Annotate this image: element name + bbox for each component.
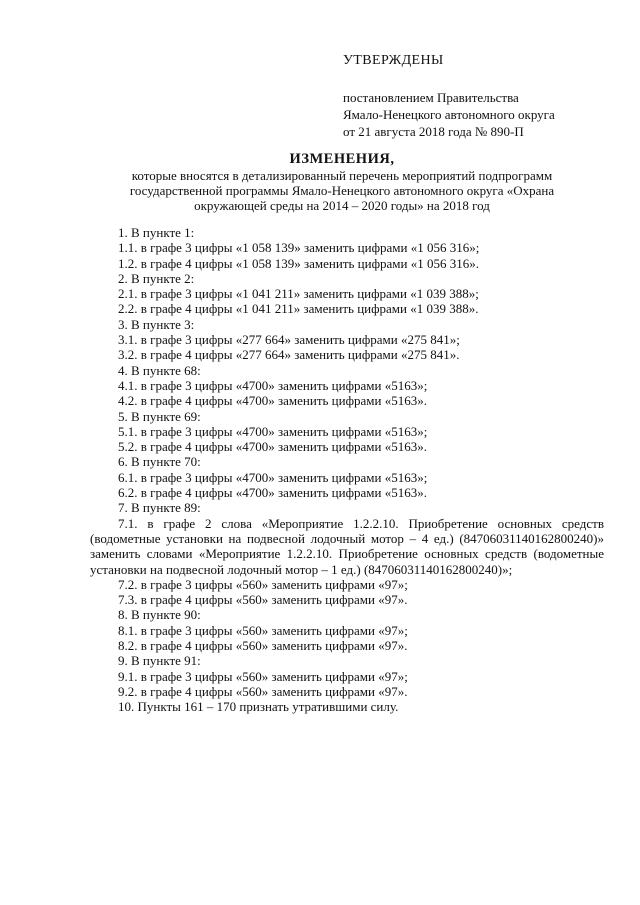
approval-block (343, 52, 633, 140)
amendment-heading: 2. В пункте 2: (118, 270, 195, 286)
amendment-heading: 10. Пункты 161 – 170 признать утратившими силу. (118, 699, 399, 715)
amendment-heading: 3. В пункте 3: (118, 316, 195, 332)
approval-line-region: Ямало-Ненецкого автономного округа (343, 107, 555, 122)
amendment-subitem: 9.2. в графе 4 цифры «560» заменить цифрами «97». (118, 683, 408, 699)
amendment-subitem: 8.2. в графе 4 цифры «560» заменить цифрами «97». (118, 638, 408, 654)
amendment-subitem: 5.1. в графе 3 цифры «4700» заменить цифрами «5163»; (118, 423, 428, 439)
amendment-subitem: 3.1. в графе 3 цифры «277 664» заменить цифрами «275 841»; (118, 332, 460, 348)
amendment-subitem: 9.1. в графе 3 цифры «560» заменить цифрами «97»; (118, 668, 408, 684)
amendment-subitem: 5.2. в графе 4 цифры «4700» заменить цифрами «5163». (118, 439, 427, 455)
amendment-subitem: 7.2. в графе 3 цифры «560» заменить цифрами «97»; (118, 576, 408, 592)
document-subtitle-line: окружающей среды на 2014 – 2020 годы» на 2018 год (194, 198, 490, 213)
amendment-subitem: 4.2. в графе 4 цифры «4700» заменить цифрами «5163». (118, 393, 427, 409)
document-subtitle-line: которые вносятся в детализированный перечень мероприятий подпрограмм (131, 168, 553, 183)
approval-title: УТВЕРЖДЕНЫ (343, 53, 444, 68)
amendment-heading: 9. В пункте 91: (118, 653, 201, 669)
amendment-subitem: 2.1. в графе 3 цифры «1 041 211» заменить цифрами «1 039 388»; (118, 286, 479, 302)
amendment-subitem: 1.2. в графе 4 цифры «1 058 139» заменить цифрами «1 056 316». (118, 255, 479, 271)
amendment-heading: 5. В пункте 69: (118, 408, 201, 424)
approval-line-resolution: постановлением Правительства (343, 90, 519, 105)
amendment-subitem: 3.2. в графе 4 цифры «277 664» заменить цифрами «275 841». (118, 347, 460, 363)
amendment-subitem: 8.1. в графе 3 цифры «560» заменить цифрами «97»; (118, 622, 408, 638)
document-title: ИЗМЕНЕНИЯ, (289, 151, 395, 167)
amendment-subitem: 7.1. в графе 2 слова «Мероприятие 1.2.2.10. Приобретение основных средств (водометные установки на подвесной лодочный мотор – 4 ед.) (84706031140162800240)» заменить словами «Мероприятие 1.2.2.10. Приобретение основных средств (водометные установки на подвесной лодочный мотор – 1 ед.) (84706031140162800240)»; (90, 515, 604, 577)
amendment-heading: 4. В пункте 68: (118, 362, 201, 378)
amendment-heading: 7. В пункте 89: (118, 500, 201, 516)
amendment-subitem: 6.2. в графе 4 цифры «4700» заменить цифрами «5163». (118, 485, 427, 501)
approval-line-date: от 21 августа 2018 года № 890-П (343, 124, 524, 139)
document-subtitle-line: государственной программы Ямало-Ненецкого автономного округа «Охрана (129, 183, 555, 198)
amendments-list (90, 225, 604, 715)
amendment-heading: 1. В пункте 1: (118, 225, 195, 240)
amendment-subitem: 7.3. в графе 4 цифры «560» заменить цифрами «97». (118, 592, 408, 608)
amendment-subitem: 1.1. в графе 3 цифры «1 058 139» заменить цифрами «1 056 316»; (118, 240, 480, 256)
amendment-heading: 8. В пункте 90: (118, 607, 201, 623)
amendment-subitem: 4.1. в графе 3 цифры «4700» заменить цифрами «5163»; (118, 377, 428, 393)
amendment-subitem: 2.2. в графе 4 цифры «1 041 211» заменить цифрами «1 039 388». (118, 301, 479, 317)
amendment-heading: 6. В пункте 70: (118, 454, 201, 470)
document-header (80, 150, 604, 213)
amendment-subitem: 6.1. в графе 3 цифры «4700» заменить цифрами «5163»; (118, 469, 428, 485)
